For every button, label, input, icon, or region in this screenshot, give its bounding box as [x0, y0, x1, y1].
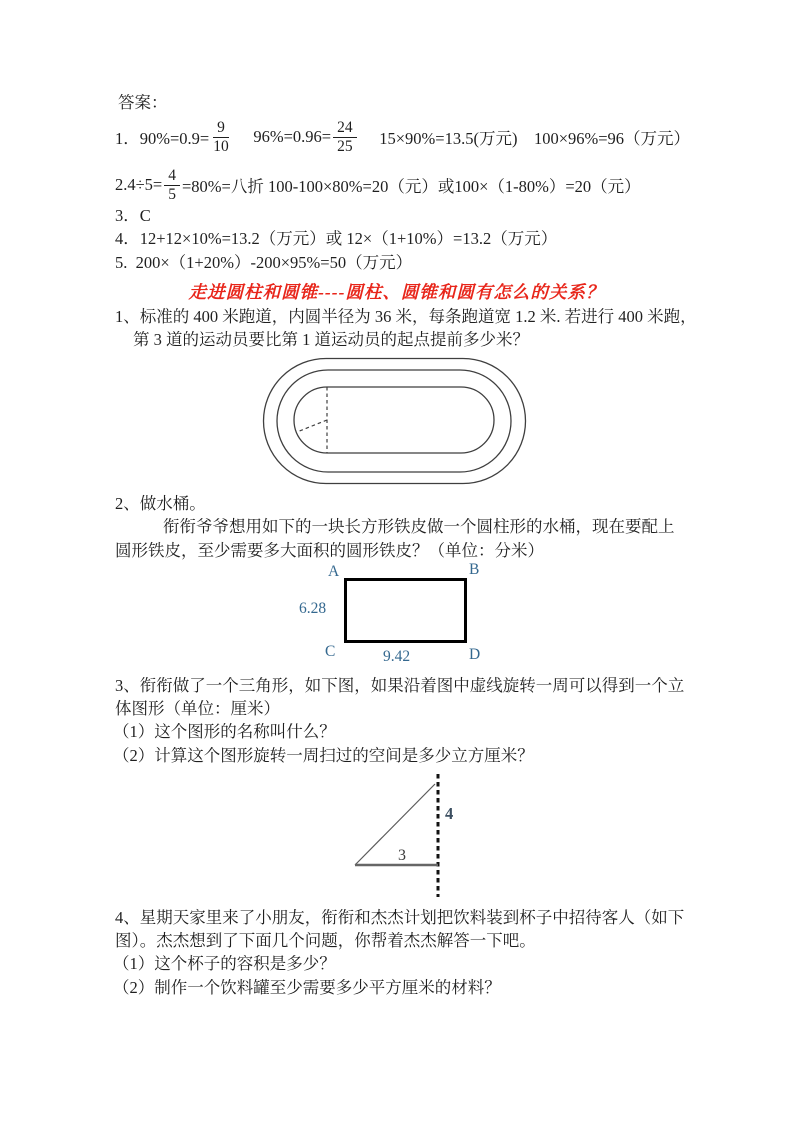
track-radius-dashed-line — [297, 420, 327, 432]
answer-line-5: 5. 200×（1+20%）-200×95%=50（万元） — [115, 253, 413, 272]
section-title: 走进圆柱和圆锥----圆柱、圆锥和圆有怎么的关系？ — [188, 282, 605, 302]
problem-1-line-2: 第 3 道的运动员要比第 1 道运动员的起点提前多少米？ — [133, 330, 529, 349]
rect-height-label: 6.28 — [299, 600, 327, 617]
fraction-24-25 — [333, 119, 357, 156]
corner-label-c: C — [325, 643, 336, 660]
fraction-9-10 — [211, 119, 231, 156]
triangle-height-label: 4 — [445, 804, 454, 823]
track-lane-middle — [277, 370, 511, 472]
answer-1-text: 1．90%=0.9= — [115, 129, 210, 148]
answer-1-text: 15×90%=13.5(万元) 100×96%=96（万元） — [358, 129, 691, 148]
fraction-numerator: 24 — [333, 119, 357, 138]
fraction-denominator: 10 — [213, 137, 229, 155]
answer-line-4: 4．12+12×10%=13.2（万元）或 12×（1+10%）=13.2（万元） — [115, 229, 558, 248]
track-diagram — [262, 357, 527, 485]
problem-2-line-3: 圆形铁皮，至少需要多大面积的圆形铁皮？（单位：分米） — [115, 541, 544, 560]
triangle-hypotenuse — [355, 784, 435, 865]
answer-2-text: 2.4÷5= — [115, 175, 163, 194]
track-lane-inner — [294, 387, 494, 453]
fraction-numerator: 9 — [213, 119, 229, 138]
corner-label-a: A — [328, 563, 340, 580]
problem-2-line-2: 衔衔爷爷想用如下的一块长方形铁皮做一个圆柱形的水桶，现在要配上 — [163, 517, 675, 536]
fraction-4-5 — [164, 167, 180, 204]
rectangle-shape — [344, 578, 467, 643]
corner-label-d: D — [469, 646, 481, 663]
steel-plate-diagram — [295, 562, 495, 672]
problem-3-line-1: 3、衔衔做了一个三角形，如下图，如果沿着图中虚线旋转一周可以得到一个立 — [115, 676, 685, 695]
problem-4-line-1: 4、星期天家里来了小朋友，衔衔和杰杰计划把饮料装到杯子中招待客人（如下 — [115, 908, 685, 927]
fraction-denominator: 5 — [168, 185, 176, 203]
problem-3-question-1: （1）这个图形的名称叫什么？ — [113, 722, 336, 741]
answer-line-2 — [115, 162, 641, 208]
corner-label-b: B — [469, 561, 480, 578]
triangle-base-label: 3 — [398, 847, 406, 864]
answer-line-3: 3．C — [115, 206, 151, 225]
rect-width-label: 9.42 — [383, 648, 411, 665]
fraction-denominator: 25 — [337, 137, 353, 155]
problem-1-line-1: 1、标准的 400 米跑道，内圆半径为 36 米，每条跑道宽 1.2 米. 若进行 400 米跑， — [115, 307, 697, 326]
answer-2-text: =80%=八折 100-100×80%=20（元）或100×（1-80%）=20（元） — [182, 177, 641, 196]
answer-1-text: 96%=0.96= — [232, 127, 332, 146]
answers-heading: 答案： — [118, 93, 168, 112]
problem-3-question-2: （2）计算这个图形旋转一周扫过的空间是多少立方厘米？ — [113, 746, 534, 765]
fraction-numerator: 4 — [164, 167, 180, 186]
triangle-diagram — [348, 770, 468, 902]
problem-4-line-2: 图）。杰杰想到了下面几个问题，你帮着杰杰解答一下吧。 — [115, 931, 536, 950]
problem-3-line-2: 体图形（单位：厘米） — [115, 699, 280, 718]
problem-2-line-1: 2、做水桶。 — [115, 494, 206, 513]
answer-line-1 — [115, 112, 690, 162]
problem-4-question-2: （2）制作一个饮料罐至少需要多少平方厘米的材料？ — [113, 978, 501, 997]
problem-4-question-1: （1）这个杯子的容积是多少？ — [113, 954, 336, 973]
